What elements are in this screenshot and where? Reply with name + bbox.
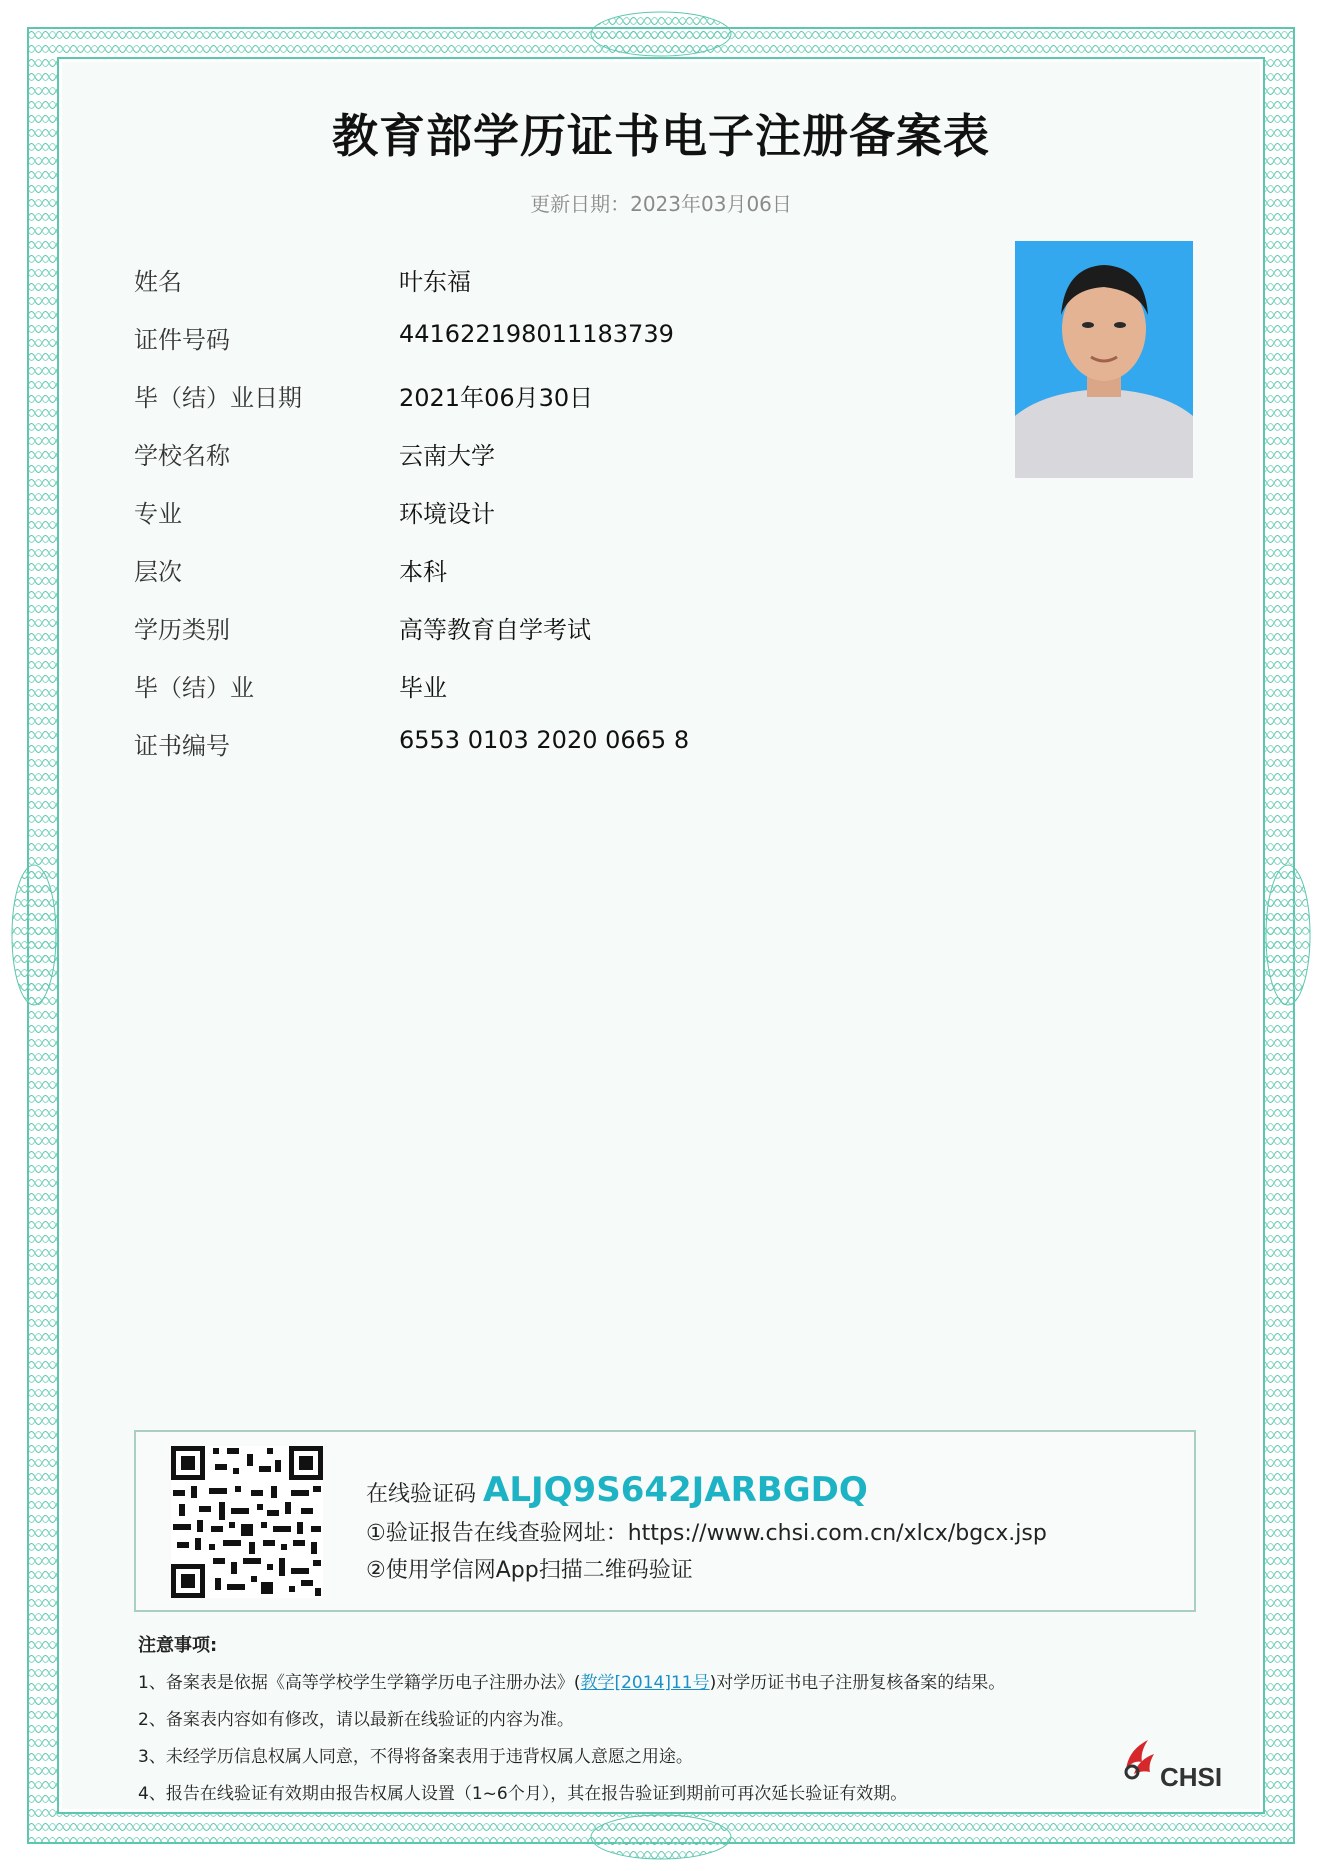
qr-code[interactable]: [171, 1446, 323, 1598]
verification-url-line[interactable]: ①验证报告在线查验网址：https://www.chsi.com.cn/xlcx/bgcx.jsp: [366, 1521, 1047, 1546]
regulation-link[interactable]: 教学[2014]11号: [580, 1673, 710, 1693]
note-item-3: 3、未经学历信息权属人同意，不得将备案表用于违背权属人意愿之用途。: [138, 1747, 693, 1767]
field-value: 叶东福: [399, 268, 471, 296]
field-label: 姓名: [134, 268, 182, 296]
verification-panel: [134, 1430, 1196, 1612]
field-value: 441622198011183739: [399, 320, 674, 348]
verification-code-line: [366, 1470, 1047, 1510]
field-label: 层次: [134, 558, 182, 586]
notes-section: [138, 1631, 1005, 1816]
field-value: 环境设计: [399, 500, 495, 528]
field-label: 毕（结）业: [134, 674, 254, 702]
update-value: 2023年03月06日: [630, 192, 792, 216]
field-value: 毕业: [399, 674, 447, 702]
note-item-1: [138, 1668, 1005, 1693]
field-label: 学历类别: [134, 616, 230, 644]
id-photo: [1015, 241, 1193, 478]
note-item-2: 2、备案表内容如有修改，请以最新在线验证的内容为准。: [138, 1710, 574, 1730]
chsi-logo-text: CHSI: [1160, 1762, 1223, 1792]
update-date: [0, 188, 1322, 217]
field-value: 云南大学: [399, 442, 495, 470]
note-1-pre: 1、备案表是依据《高等学校学生学籍学历电子注册办法》(: [138, 1673, 581, 1693]
verification-app-line: ②使用学信网App扫描二维码验证: [366, 1558, 693, 1583]
field-value: 2021年06月30日: [399, 384, 594, 412]
note-1-post: )对学历证书电子注册复核备案的结果。: [709, 1673, 1006, 1693]
note-item-4: 4、报告在线验证有效期由报告权属人设置（1~6个月），其在报告验证到期前可再次延长验证有效期。: [138, 1784, 908, 1804]
notes-title: 注意事项:: [138, 1635, 218, 1656]
field-label: 专业: [134, 500, 182, 528]
field-value: 高等教育自学考试: [399, 616, 591, 644]
field-label: 证件号码: [134, 326, 230, 354]
field-label: 学校名称: [134, 442, 230, 470]
verification-text: [366, 1470, 1047, 1584]
verification-code: ALJQ9S642JARBGDQ: [483, 1470, 868, 1510]
page-title: 教育部学历证书电子注册备案表: [332, 109, 990, 163]
field-value: 本科: [399, 558, 447, 586]
field-label: 毕（结）业日期: [134, 384, 302, 412]
update-label: 更新日期：: [530, 192, 631, 216]
verification-code-label: 在线验证码: [366, 1482, 477, 1507]
field-value: 6553 0103 2020 0665 8: [399, 726, 690, 754]
field-label: 证书编号: [134, 732, 230, 760]
